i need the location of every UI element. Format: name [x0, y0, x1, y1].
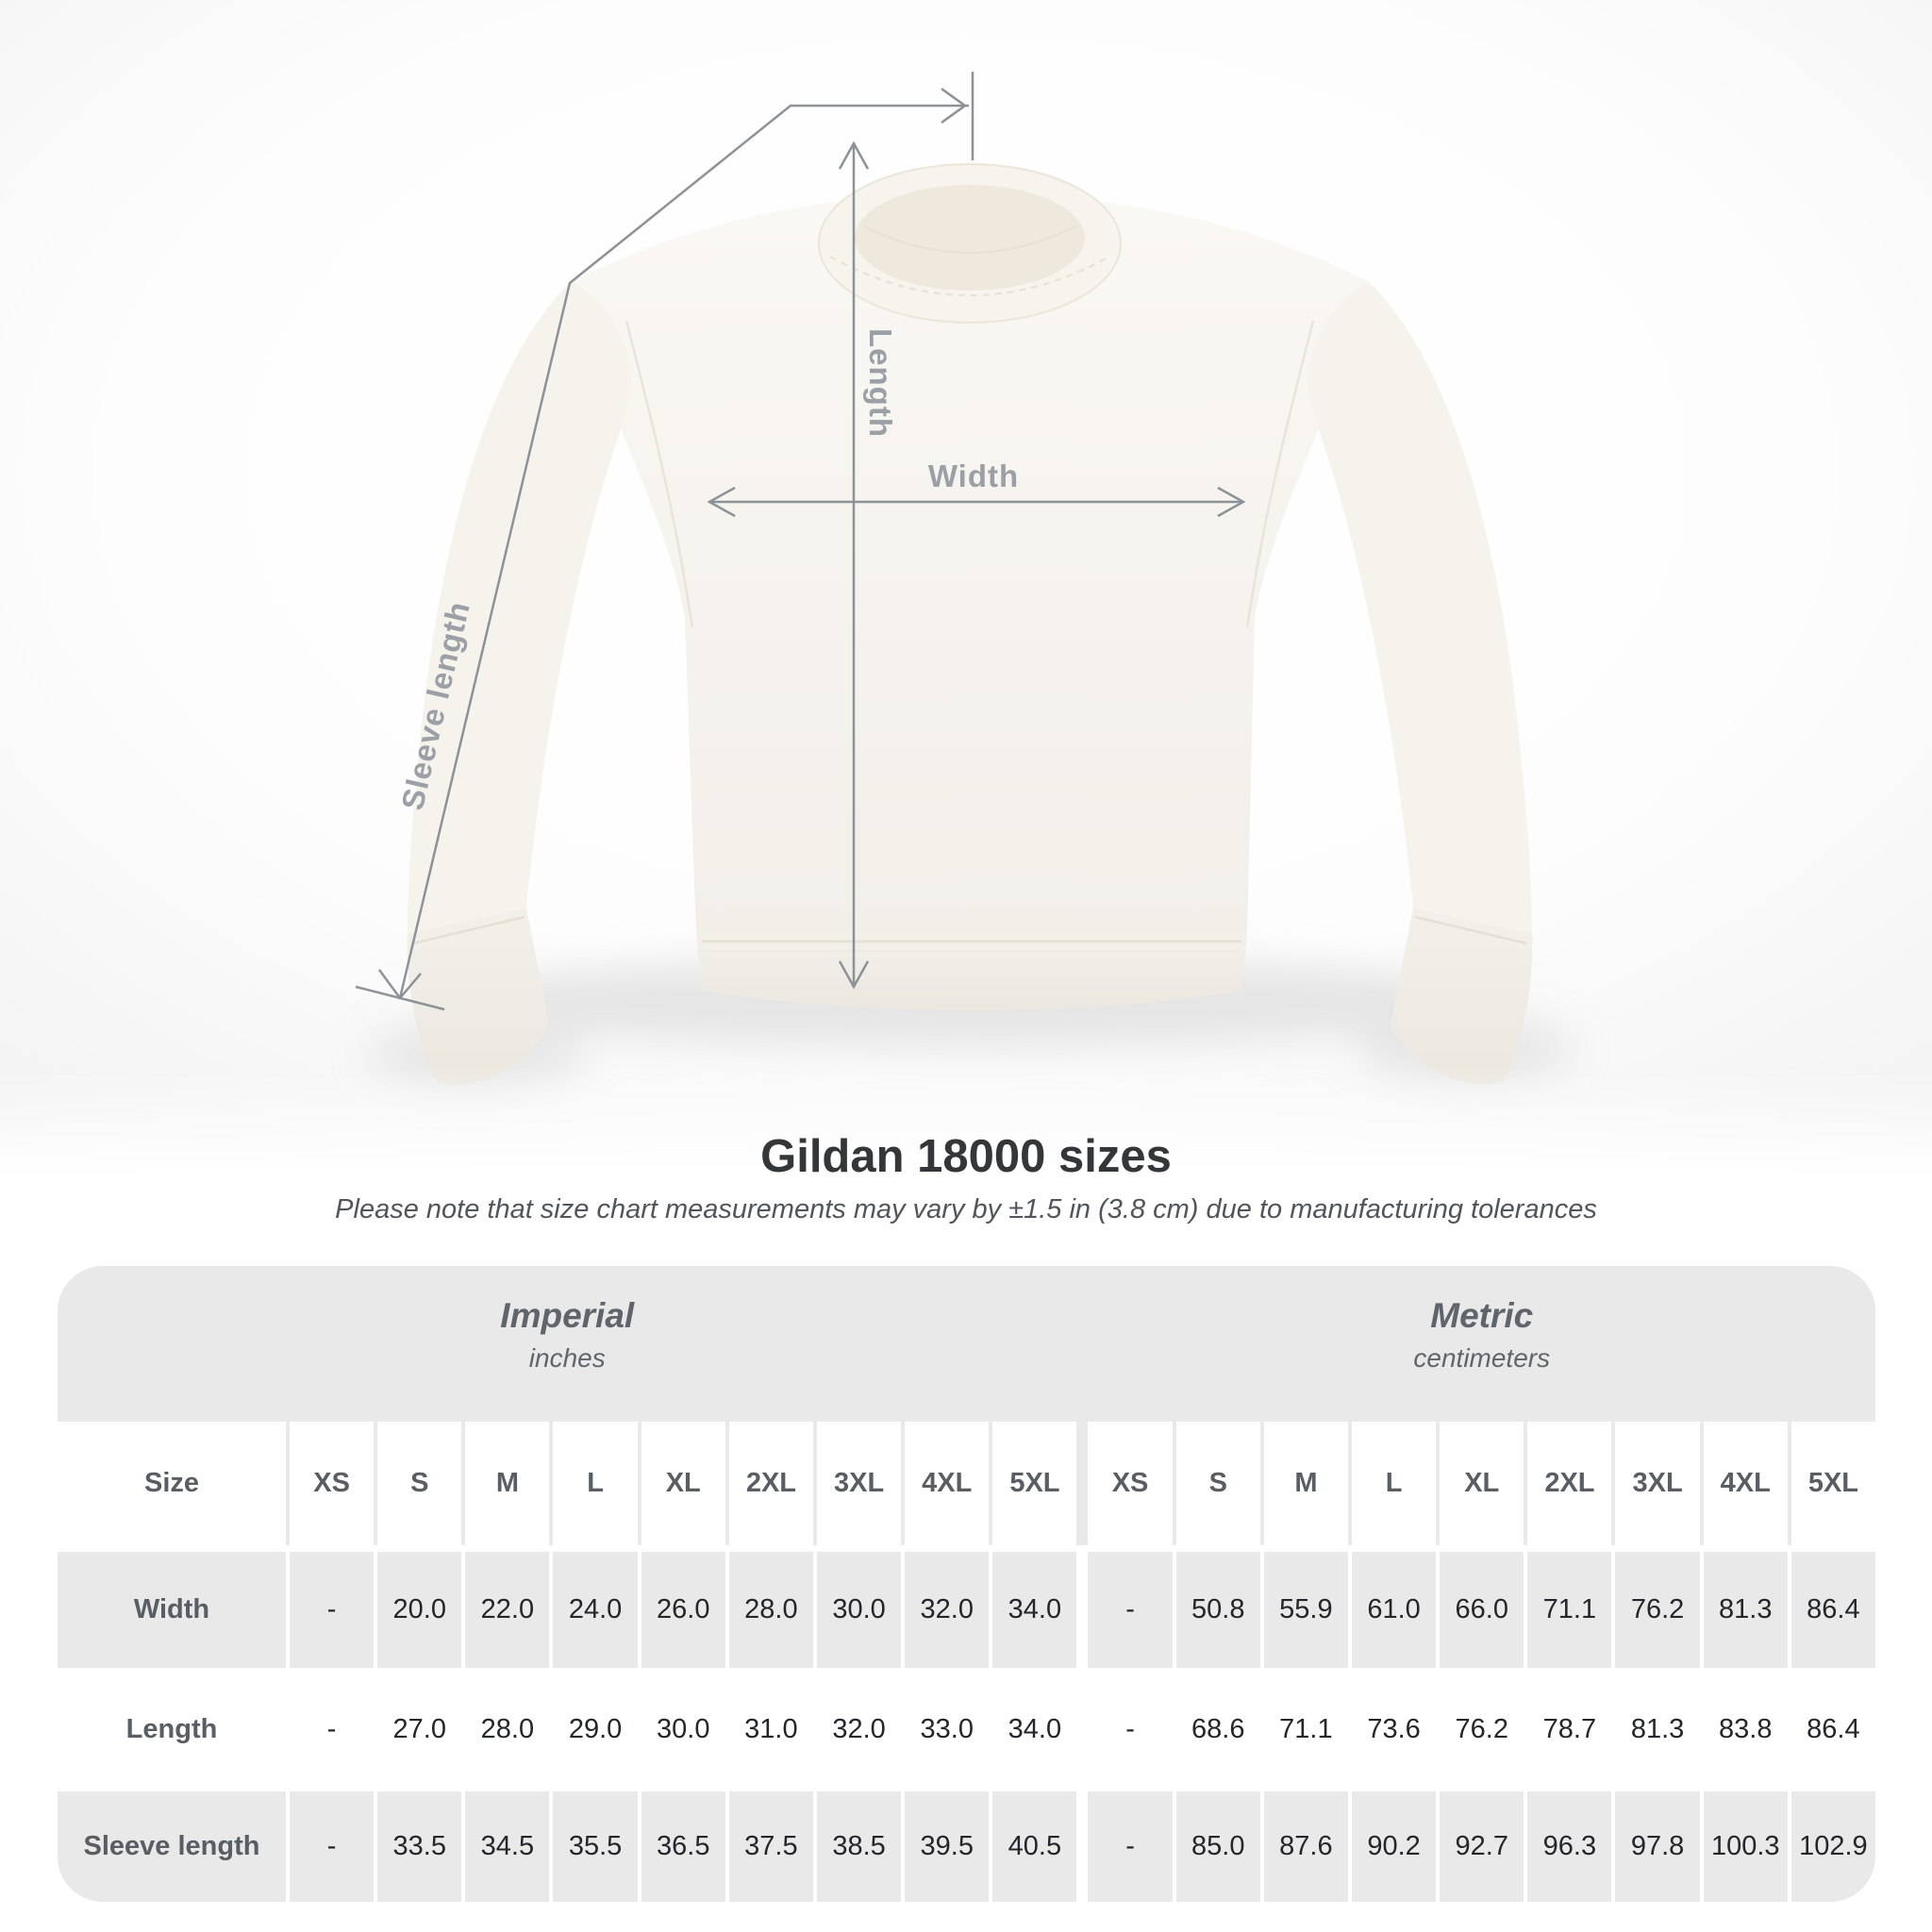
value-cell-metric: 50.8	[1176, 1552, 1260, 1668]
size-header-imperial-m: M	[465, 1422, 549, 1545]
group-spacer	[1080, 1422, 1084, 1545]
value-cell-imperial: 33.5	[377, 1791, 461, 1902]
value-cell-imperial: 40.5	[992, 1791, 1076, 1902]
value-cell-imperial: 26.0	[641, 1552, 725, 1668]
value-cell-imperial: 30.0	[817, 1552, 901, 1668]
value-cell-metric: 71.1	[1264, 1674, 1348, 1785]
value-cell-imperial: 39.5	[905, 1791, 989, 1902]
value-cell-metric: -	[1088, 1552, 1172, 1668]
value-cell-metric: 68.6	[1176, 1674, 1260, 1785]
value-cell-metric: -	[1088, 1674, 1172, 1785]
value-cell-imperial: 30.0	[641, 1674, 725, 1785]
group-spacer	[1080, 1552, 1084, 1668]
value-cell-metric: -	[1088, 1791, 1172, 1902]
value-cell-metric: 71.1	[1527, 1552, 1611, 1668]
value-cell-metric: 87.6	[1264, 1791, 1348, 1902]
table-row-width	[58, 1552, 1875, 1668]
imperial-group-header	[58, 1266, 1077, 1422]
imperial-group-label: Imperial	[500, 1296, 635, 1335]
size-header-imperial-xs: XS	[290, 1422, 374, 1545]
group-spacer	[1080, 1791, 1084, 1902]
value-cell-metric: 73.6	[1352, 1674, 1436, 1785]
imperial-group-unit: inches	[528, 1343, 606, 1374]
value-cell-imperial: -	[290, 1791, 374, 1902]
value-cell-imperial: 38.5	[817, 1791, 901, 1902]
value-cell-imperial: 34.5	[465, 1791, 549, 1902]
table-row-length	[58, 1674, 1875, 1785]
value-cell-metric: 81.3	[1704, 1552, 1788, 1668]
size-header-metric-3xl: 3XL	[1615, 1422, 1699, 1545]
size-header-metric-m: M	[1264, 1422, 1348, 1545]
value-cell-metric: 81.3	[1615, 1674, 1699, 1785]
unit-group-band	[58, 1266, 1875, 1422]
size-column-header: Size	[58, 1422, 286, 1545]
value-cell-imperial: 37.5	[729, 1791, 813, 1902]
size-header-row	[58, 1422, 1875, 1545]
value-cell-imperial: 32.0	[905, 1552, 989, 1668]
value-cell-metric: 78.7	[1527, 1674, 1611, 1785]
value-cell-imperial: 27.0	[377, 1674, 461, 1785]
size-header-metric-5xl: 5XL	[1791, 1422, 1875, 1545]
value-cell-imperial: 36.5	[641, 1791, 725, 1902]
size-header-imperial-3xl: 3XL	[817, 1422, 901, 1545]
value-cell-metric: 85.0	[1176, 1791, 1260, 1902]
length-measure-label: Length	[863, 328, 898, 438]
row-label: Width	[58, 1552, 286, 1668]
value-cell-imperial: -	[290, 1552, 374, 1668]
value-cell-metric: 55.9	[1264, 1552, 1348, 1668]
size-header-imperial-l: L	[553, 1422, 637, 1545]
value-cell-imperial: 22.0	[465, 1552, 549, 1668]
metric-group-header	[1089, 1266, 1876, 1422]
table-row-sleeve-length	[58, 1791, 1875, 1902]
row-label: Length	[58, 1674, 286, 1785]
size-header-imperial-5xl: 5XL	[992, 1422, 1076, 1545]
hem-band	[696, 934, 1247, 1010]
value-cell-imperial: 34.0	[992, 1674, 1076, 1785]
value-cell-metric: 86.4	[1791, 1674, 1875, 1785]
size-header-metric-s: S	[1176, 1422, 1260, 1545]
page-title: Gildan 18000 sizes	[760, 1131, 1172, 1182]
metric-group-unit: centimeters	[1413, 1343, 1551, 1374]
value-cell-metric: 76.2	[1615, 1552, 1699, 1668]
value-cell-imperial: 32.0	[817, 1674, 901, 1785]
size-table	[58, 1266, 1875, 1902]
value-cell-metric: 76.2	[1440, 1674, 1524, 1785]
value-cell-metric: 102.9	[1791, 1791, 1875, 1902]
size-header-metric-l: L	[1352, 1422, 1436, 1545]
width-measure-label: Width	[927, 458, 1020, 493]
value-cell-imperial: -	[290, 1674, 374, 1785]
value-cell-metric: 100.3	[1704, 1791, 1788, 1902]
sleeve-length-measure-label: Sleeve length	[394, 597, 476, 814]
value-cell-imperial: 33.0	[905, 1674, 989, 1785]
size-header-imperial-4xl: 4XL	[905, 1422, 989, 1545]
value-cell-imperial: 31.0	[729, 1674, 813, 1785]
size-header-imperial-2xl: 2XL	[729, 1422, 813, 1545]
value-cell-metric: 96.3	[1527, 1791, 1611, 1902]
tolerance-note: Please note that size chart measurements may vary by ±1.5 in (3.8 cm) due to manufacturing tolerances	[335, 1194, 1597, 1224]
group-spacer	[1080, 1674, 1084, 1785]
value-cell-metric: 86.4	[1791, 1552, 1875, 1668]
value-cell-metric: 92.7	[1440, 1791, 1524, 1902]
value-cell-imperial: 35.5	[553, 1791, 637, 1902]
value-cell-imperial: 24.0	[553, 1552, 637, 1668]
value-cell-metric: 61.0	[1352, 1552, 1436, 1668]
row-label: Sleeve length	[58, 1791, 286, 1902]
size-header-metric-2xl: 2XL	[1527, 1422, 1611, 1545]
size-header-metric-4xl: 4XL	[1704, 1422, 1788, 1545]
size-header-imperial-xl: XL	[641, 1422, 725, 1545]
value-cell-metric: 90.2	[1352, 1791, 1436, 1902]
value-cell-imperial: 20.0	[377, 1552, 461, 1668]
size-header-metric-xl: XL	[1440, 1422, 1524, 1545]
value-cell-imperial: 28.0	[465, 1674, 549, 1785]
value-cell-metric: 83.8	[1704, 1674, 1788, 1785]
value-cell-imperial: 34.0	[992, 1552, 1076, 1668]
value-cell-metric: 97.8	[1615, 1791, 1699, 1902]
size-header-metric-xs: XS	[1088, 1422, 1172, 1545]
size-header-imperial-s: S	[377, 1422, 461, 1545]
value-cell-imperial: 28.0	[729, 1552, 813, 1668]
value-cell-metric: 66.0	[1440, 1552, 1524, 1668]
metric-group-label: Metric	[1430, 1296, 1534, 1335]
value-cell-imperial: 29.0	[553, 1674, 637, 1785]
